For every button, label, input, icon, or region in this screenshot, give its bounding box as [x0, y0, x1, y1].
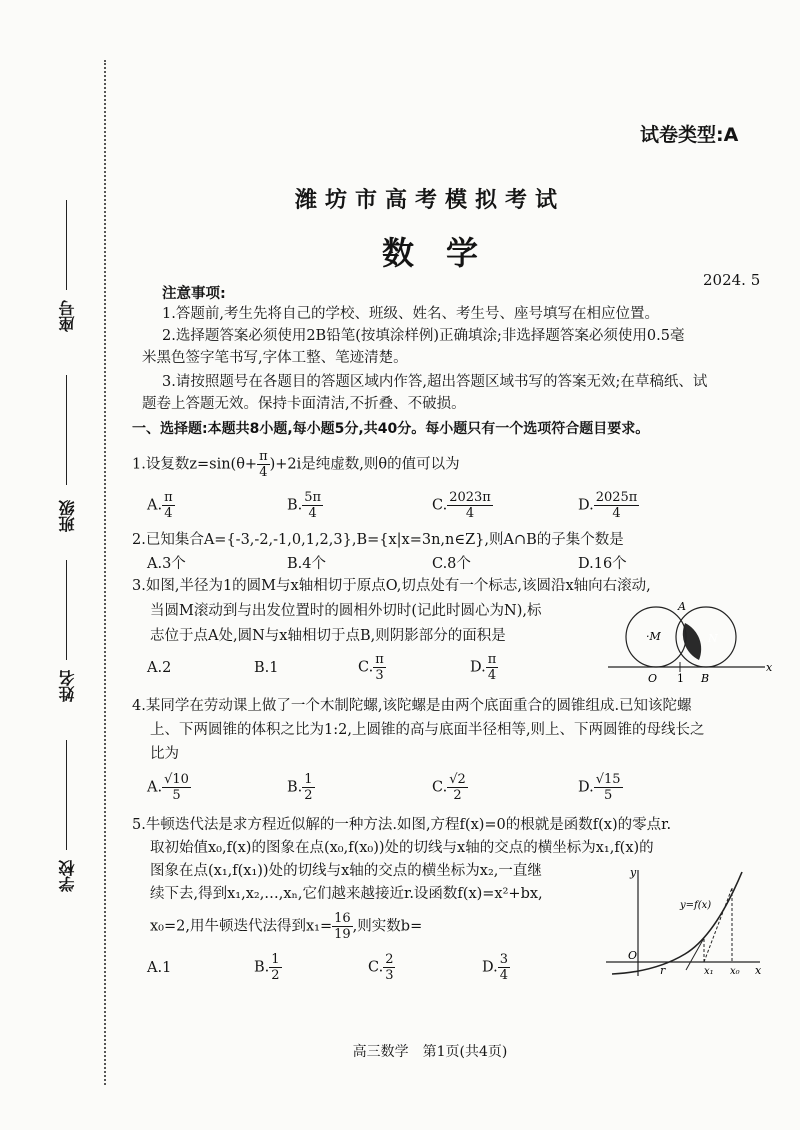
label-x: x — [766, 661, 773, 674]
notice-line: 题卷上答题无效。保持卡面清洁,不折叠、不破损。 — [142, 396, 466, 412]
label-x0: x₀ — [730, 966, 740, 977]
q2-option-c[interactable]: C.8个 — [432, 556, 471, 572]
question-5-stem: x₀=2,用牛顿迭代法得到x₁= $\frac{16}{19}$ ,则实数b= — [150, 911, 423, 942]
question-5-stem: 5.牛顿迭代法是求方程近似解的一种方法.如图,方程f(x)=0的根就是函数f(x)的零点r. — [132, 817, 672, 833]
q2-option-a[interactable]: A.3个 — [147, 556, 186, 572]
label-b: B — [701, 672, 710, 684]
class-line — [66, 375, 67, 485]
q1-option-c[interactable]: C. $\frac{2023\pi}{4}$ — [432, 490, 491, 521]
q4-option-d[interactable]: D. $\frac{√15}{5}$ — [578, 772, 621, 803]
label-x: x — [755, 964, 762, 977]
q1-option-b[interactable]: B. $\frac{5\pi}{4}$ — [287, 490, 322, 521]
question-5-stem: 续下去,得到x₁,x₂,…,xₙ,它们越来越接近r.设函数f(x)=x²+bx, — [150, 886, 543, 902]
label-r: r — [660, 964, 666, 977]
exam-date: 2024. 5 — [703, 271, 761, 289]
seat-number-label: 座号 — [58, 300, 77, 332]
q2-option-b[interactable]: B.4个 — [287, 556, 326, 572]
label-n: N — [708, 632, 718, 645]
q2-option-d[interactable]: D.16个 — [578, 556, 627, 572]
question-3-stem: 志位于点A处,圆N与x轴相切于点B,则阴影部分的面积是 — [150, 628, 506, 644]
school-line — [66, 740, 67, 850]
class-label: 班级 — [58, 500, 77, 532]
q4-option-c[interactable]: C. $\frac{√2}{2}$ — [432, 772, 466, 803]
q4-option-b[interactable]: B. $\frac{1}{2}$ — [287, 772, 313, 803]
question-5-stem: 图象在点(x₁,f(x₁))处的切线与x轴的交点的横坐标为x₂,一直继 — [150, 863, 542, 879]
label-x1: x₁ — [704, 966, 714, 977]
name-label: 姓名 — [58, 670, 77, 702]
question-1-stem: 1.设复数z=sin(θ+ $\frac{\pi}{4}$ )+2i是纯虚数,则θ的值可以为 — [132, 449, 460, 480]
fraction: $\frac{\pi}{4}$ — [259, 449, 268, 480]
q4-option-a[interactable]: A. $\frac{√10}{5}$ — [147, 772, 189, 803]
q5-option-b[interactable]: B. $\frac{1}{2}$ — [254, 952, 280, 983]
page-footer: 高三数学 第1页(共4页) — [352, 1044, 508, 1060]
label-m: ·M — [646, 630, 661, 643]
exam-title: 潍坊市高考模拟考试 — [294, 188, 565, 213]
name-line — [66, 560, 67, 660]
question-4-stem: 比为 — [150, 746, 179, 762]
rolling-circle-figure — [600, 592, 775, 684]
label-y: y — [630, 866, 637, 879]
newton-method-figure — [600, 862, 770, 980]
tangent-line-x1 — [686, 938, 704, 970]
question-4-stem: 上、下两圆锥的体积之比为1:2,上圆锥的高与底面半径相等,则上、下两圆锥的母线长之 — [150, 722, 705, 738]
subject-title: 数 学 — [381, 234, 478, 272]
school-label: 学校 — [58, 860, 77, 892]
notice-heading: 注意事项: — [162, 286, 226, 302]
q1-option-a[interactable]: A. $\frac{\pi}{4}$ — [147, 490, 173, 521]
notice-line: 2.选择题答案必须使用2B铅笔(按填涂样例)正确填涂;非选择题答案必须使用0.5毫 — [162, 328, 685, 344]
label-o: O — [648, 672, 658, 684]
paper-type: 试卷类型:A — [640, 124, 739, 146]
label-one: 1 — [677, 672, 684, 684]
label-a: A — [678, 600, 686, 613]
q5-option-c[interactable]: C. $\frac{2}{3}$ — [368, 952, 394, 983]
question-4-stem: 4.某同学在劳动课上做了一个木制陀螺,该陀螺是由两个底面重合的圆锥组成.已知该陀螺 — [132, 698, 692, 714]
notice-line: 米黑色签字笔书写,字体工整、笔迹清楚。 — [142, 350, 408, 366]
q3-option-b[interactable]: B.1 — [254, 660, 279, 676]
section-heading: 一、选择题:本题共8小题,每小题5分,共40分。每小题只有一个选项符合题目要求。 — [132, 421, 650, 437]
q3-option-c[interactable]: C. $\frac{\pi}{3}$ — [358, 652, 384, 683]
q5-option-a[interactable]: A.1 — [147, 960, 172, 976]
question-2-stem: 2.已知集合A={-3,-2,-1,0,1,2,3},B={x|x=3n,n∈Z},则A∩B的子集个数是 — [132, 532, 624, 548]
notice-line: 3.请按照题号在各题目的答题区域内作答,超出答题区域书写的答案无效;在草稿纸、试 — [162, 374, 708, 390]
label-function: y=f(x) — [680, 900, 712, 911]
label-o: O — [628, 949, 638, 962]
question-3-stem: 3.如图,半径为1的圆M与x轴相切于原点O,切点处有一个标志,该圆沿x轴向右滚动, — [132, 578, 651, 594]
question-3-stem: 当圆M滚动到与出发位置时的圆相外切时(记此时圆心为N),标 — [150, 603, 542, 619]
question-5-stem: 取初始值x₀,f(x)的图象在点(x₀,f(x₀))处的切线与x轴的交点的横坐标为x₁,f(x)的 — [150, 840, 654, 856]
q5-option-d[interactable]: D. $\frac{3}{4}$ — [482, 952, 508, 983]
notice-line: 1.答题前,考生先将自己的学校、班级、姓名、考生号、座号填写在相应位置。 — [162, 306, 659, 322]
q1-option-d[interactable]: D. $\frac{2025\pi}{4}$ — [578, 490, 638, 521]
q3-option-a[interactable]: A.2 — [147, 660, 172, 676]
q3-option-d[interactable]: D. $\frac{\pi}{4}$ — [470, 652, 497, 683]
